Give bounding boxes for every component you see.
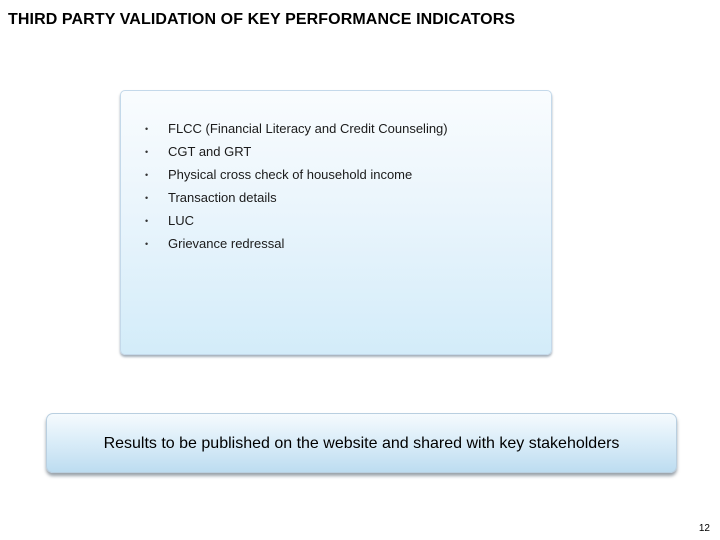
kpi-box	[120, 90, 552, 355]
kpi-item-luc: LUC	[168, 213, 195, 228]
bullet-icon: •	[145, 216, 149, 226]
kpi-item-flcc: FLCC (Financial Literacy and Credit Counseling)	[168, 121, 448, 136]
kpi-item-transaction-details: Transaction details	[168, 190, 277, 205]
slide-title: THIRD PARTY VALIDATION OF KEY PERFORMANCE INDICATORS	[8, 11, 516, 28]
bullet-icon: •	[145, 124, 149, 134]
kpi-item-grievance-redressal: Grievance redressal	[168, 236, 285, 251]
results-banner	[46, 413, 677, 473]
bullet-icon: •	[145, 193, 149, 203]
page-number: 12	[698, 523, 710, 534]
kpi-item-cgt-grt: CGT and GRT	[168, 144, 252, 159]
bullet-icon: •	[145, 170, 149, 180]
kpi-item-household-income: Physical cross check of household income	[168, 167, 413, 182]
bullet-icon: •	[145, 239, 149, 249]
bullet-icon: •	[145, 147, 149, 157]
results-banner-text: Results to be published on the website and shared with key stakeholders	[103, 435, 620, 452]
